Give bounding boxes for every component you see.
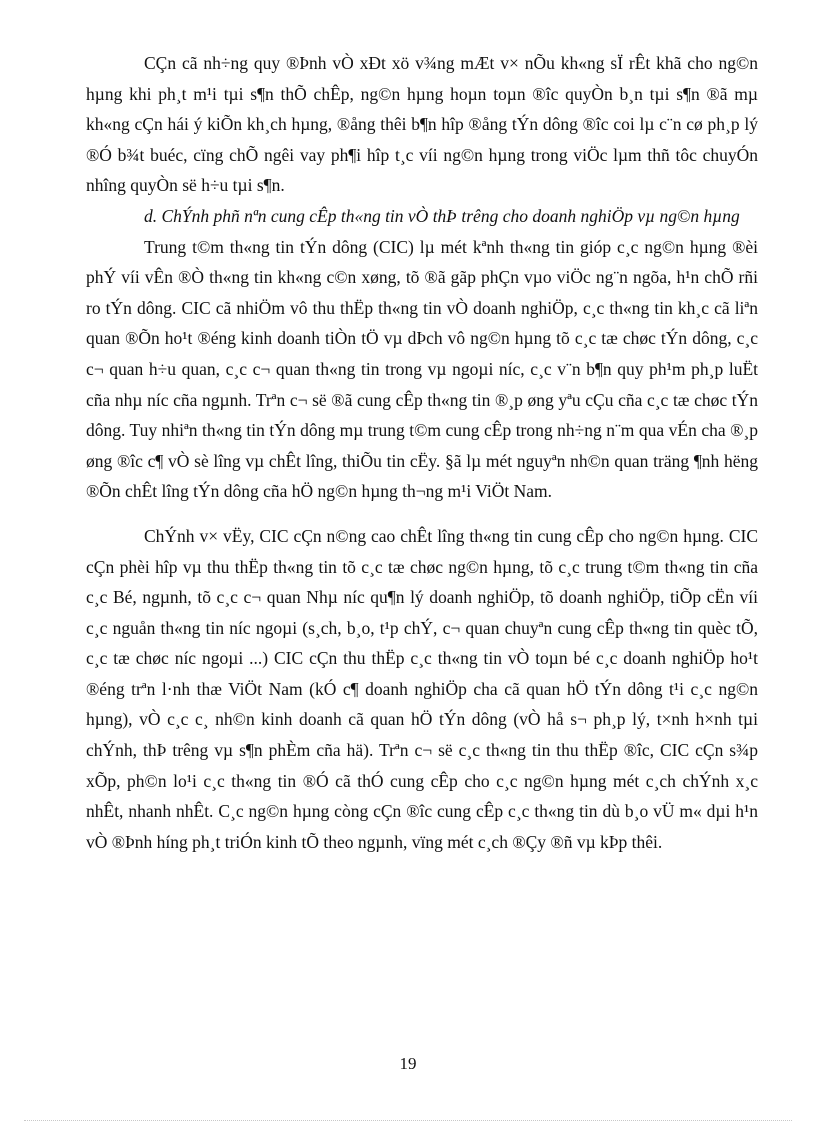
- paragraph-cic-role: Trung t©m th«ng tin tÝn dông (CIC) lµ mét kªnh th«ng tin gióp c¸c ng©n hµng ®èi phÝ víi vÊn ®Ò th«ng tin kh«ng c©n xøng, tõ ®ã gãp phÇn vµo viÖc ng¨n ngõa, h¹n chÕ rñi ro tÝn dông. CIC cã nhiÖm vô thu thËp th«ng tin vÒ doanh nghiÖp, c¸c th«ng tin kh¸c cã liªn quan ®Õn ho¹t ®éng kinh doanh tiÒn tÖ vµ dÞch vô ng©n hµng tõ c¸c tæ chøc tÝn dông, c¸c c¬ quan h÷u quan, c¸c c¬ quan th«ng tin trong vµ ngoµi níc, c¸c v¨n b¶n quy ph¹m ph¸p luËt cña nhµ níc cña ngµnh. Trªn c¬ së ®ã cung cÊp th«ng tin ®¸p øng yªu cÇu cña c¸c tæ chøc tÝn dông. Tuy nhiªn th«ng tin tÝn dông mµ trung t©m cung cÊp trong nh÷ng n¨m qua vÉn cha ®¸p øng ®îc c¶ vÒ sè lîng vµ chÊt lîng, thiÕu tin cËy. §ã lµ mét nguyªn nh©n quan träng ¶nh hëng ®Õn chÊt lîng tÝn dông cña hÖ ng©n hµng th¬ng m¹i ViÖt Nam.: [86, 236, 758, 502]
- paragraph-court-absence: CÇn cã nh÷ng quy ®Þnh vÒ xÐt xö v¾ng mÆt v× nÕu kh«ng sÏ rÊt khã cho ng©n hµng khi ph¸t m¹i tµi s¶n thÕ chÊp, ng©n hµng hoµn toµn ®îc quyÒn b¸n tµi s¶n ®ã mµ kh«ng cÇn hái ý kiÕn kh¸ch hµng, ®ång thêi b¶n hîp ®ång tÝn dông ®îc coi lµ c¨n cø ph¸p lý ®Ó b¾t buéc, cïng chÕ ngêi vay ph¶i hîp t¸c víi ng©n hµng trong viÖc lµm thñ tôc chuyÓn nhîng quyÒn së h÷u tµi s¶n.: [86, 53, 758, 196]
- footer-divider: [24, 1120, 792, 1121]
- document-page: [86, 48, 758, 857]
- page-number: 19: [399, 1054, 417, 1073]
- section-heading-d: d. ChÝnh phñ nªn cung cÊp th«ng tin vÒ thÞ trêng cho doanh nghiÖp vµ ng©n hµng: [144, 205, 740, 226]
- paragraph-cic-improvement: ChÝnh v× vËy, CIC cÇn n©ng cao chÊt lîng th«ng tin cung cÊp cho ng©n hµng. CIC cÇn phèi hîp vµ thu thËp th«ng tin tõ c¸c tæ chøc ng©n hµng, tõ c¸c trung t©m th«ng tin cña c¸c Bé, ngµnh, tõ c¸c c¬ quan Nhµ níc qu¶n lý doanh nghiÖp, tõ doanh nghiÖp, tiÕp cËn víi c¸c nguån th«ng tin níc ngoµi (s¸ch, b¸o, t¹p chÝ, c¬ quan chuyªn cung cÊp th«ng tin quèc tÕ, c¸c tæ chøc níc ngoµi ...) CIC cÇn thu thËp c¸c th«ng tin vÒ toµn bé c¸c doanh nghiÖp ho¹t ®éng trªn l·nh thæ ViÖt Nam (kÓ c¶ doanh nghiÖp cha cã quan hÖ tÝn dông t¹i c¸c ng©n hµng), vÒ c¸c c¸ nh©n kinh doanh cã quan hÖ tÝn dông (vÒ hå s¬ ph¸p lý, t×nh h×nh tµi chÝnh, thÞ trêng vµ s¶n phÈm cña hä). Trªn c¬ së c¸c th«ng tin thu thËp ®îc, CIC cÇn s¾p xÕp, ph©n lo¹i c¸c th«ng tin ®Ó cã thÓ cung cÊp cho c¸c ng©n hµng mét c¸ch chÝnh x¸c nhÊt, nhanh nhÊt. C¸c ng©n hµng còng cÇn ®îc cung cÊp c¸c th«ng tin dù b¸o vÜ m« dµi h¹n vÒ ®Þnh híng ph¸t triÓn kinh tÕ theo ngµnh, vïng mét c¸ch ®Çy ®ñ vµ kÞp thêi.: [86, 525, 758, 852]
